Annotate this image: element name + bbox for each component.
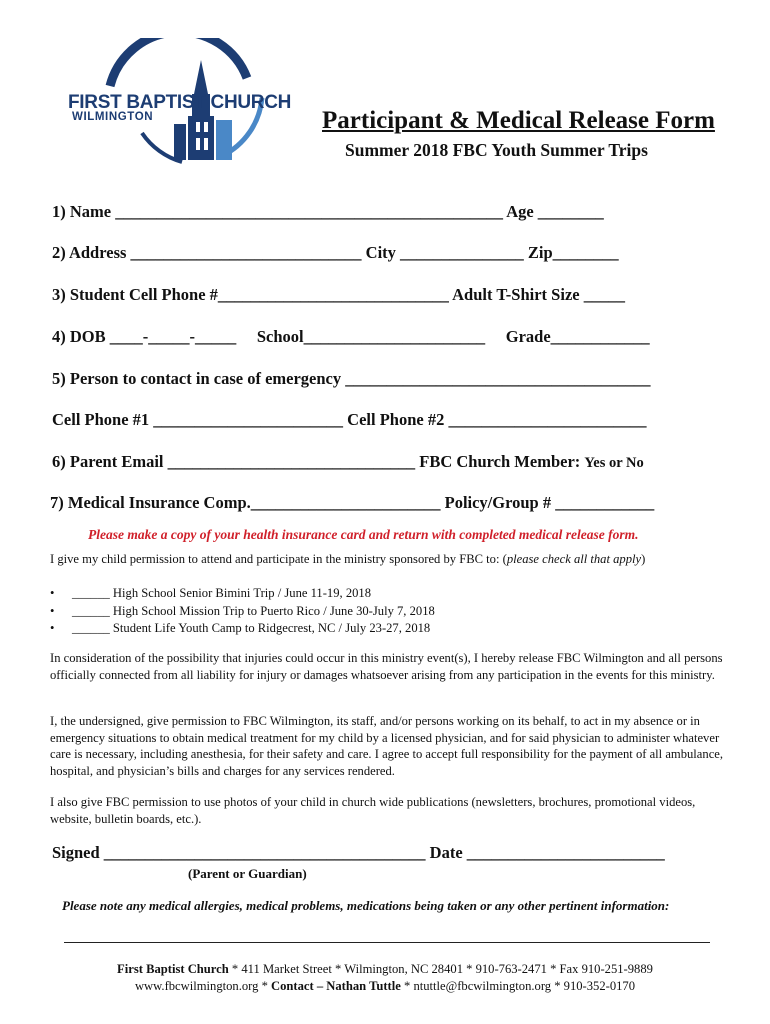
trip-label: ______ Student Life Youth Camp to Ridgecrest, NC / July 23-27, 2018 bbox=[72, 621, 431, 635]
trip-item-puerto-rico[interactable] bbox=[50, 604, 435, 622]
dob-school-grade-field[interactable]: 4) DOB ____-_____-_____ School______________________ Grade____________ bbox=[52, 327, 650, 346]
logo-church-name: FIRST BAPTIST CHURCH bbox=[68, 92, 292, 113]
trip-item-ridgecrest[interactable] bbox=[50, 621, 435, 639]
footer-address: * 411 Market Street * Wilmington, NC 28401 * 910-763-2471 * Fax 910-251-9889 bbox=[228, 962, 653, 976]
form-subtitle: Summer 2018 FBC Youth Summer Trips bbox=[345, 140, 648, 160]
footer-address-line bbox=[0, 962, 770, 977]
name-age-field[interactable]: 1) Name _______________________________________________ Age ________ bbox=[52, 202, 604, 221]
trip-checklist bbox=[50, 586, 435, 639]
bullet-icon: • bbox=[50, 603, 55, 618]
permission-intro bbox=[50, 551, 645, 568]
medical-note-label: Please note any medical allergies, medical problems, medications being taken or any other pertinent information: bbox=[62, 898, 670, 913]
footer-contact-name: Contact – Nathan Tuttle bbox=[271, 979, 401, 993]
signature-date-field[interactable]: Signed _______________________________________ Date ________________________ bbox=[52, 843, 665, 862]
parent-email-member-field[interactable] bbox=[52, 452, 644, 472]
footer-church-name: First Baptist Church bbox=[117, 962, 229, 976]
permission-intro-italic: please check all that apply bbox=[506, 552, 642, 566]
trip-label: ______ High School Senior Bimini Trip / June 11-19, 2018 bbox=[72, 586, 372, 600]
footer-website[interactable]: www.fbcwilmington.org * bbox=[134, 979, 272, 993]
footer-email-phone[interactable]: * ntuttle@fbcwilmington.org * 910-352-0170 bbox=[400, 979, 636, 993]
form-title: Participant & Medical Release Form bbox=[322, 107, 715, 134]
parent-email-label: 6) Parent Email ______________________________ FBC Church Member: bbox=[52, 452, 585, 471]
bullet-icon: • bbox=[50, 586, 55, 600]
permission-intro-text: I give my child permission to attend and participate in the ministry sponsored by FBC to: ( bbox=[50, 552, 507, 566]
bullet-icon: • bbox=[50, 621, 55, 635]
medical-permission-paragraph: I, the undersigned, give permission to FBC Wilmington, its staff, and/or persons working on its behalf, to act in my absence or in emergency situations to obtain medical treatment for my child by a licensed physician, and for said physician to administer whatever care is necessary, including anesthesia, for their safety and care. I agree to accept full responsibility for the payment of all ambulance, hospital, and physician’s bills and charges for any services rendered. bbox=[50, 714, 724, 778]
emergency-contact-field[interactable]: 5) Person to contact in case of emergency _____________________________________ bbox=[52, 369, 651, 388]
cell-phones-field[interactable]: Cell Phone #1 _______________________ Cell Phone #2 ________________________ bbox=[52, 410, 647, 429]
insurance-card-notice: Please make a copy of your health insurance card and return with completed medical release form. bbox=[88, 527, 639, 542]
footer-contact-line bbox=[0, 979, 770, 994]
phone-shirt-field[interactable]: 3) Student Cell Phone #____________________________ Adult T-Shirt Size _____ bbox=[52, 285, 625, 304]
yes-or-no-option[interactable]: Yes or No bbox=[584, 455, 644, 471]
guardian-label: (Parent or Guardian) bbox=[188, 866, 307, 881]
permission-intro-end: ) bbox=[641, 552, 646, 566]
insurance-field[interactable]: 7) Medical Insurance Comp._______________________ Policy/Group # ____________ bbox=[50, 493, 655, 512]
logo-city-name: WILMINGTON bbox=[72, 111, 154, 123]
trip-label: ______ High School Mission Trip to Puerto Rico / June 30-July 7, 2018 bbox=[72, 603, 435, 618]
photo-permission-paragraph: I also give FBC permission to use photos of your child in church wide publications (newsletters, brochures, promotional videos, website, bulletin boards, etc.). bbox=[50, 795, 696, 826]
address-city-zip-field[interactable]: 2) Address ____________________________ City _______________ Zip________ bbox=[52, 243, 619, 262]
release-paragraph: In consideration of the possibility that injuries could occur in this ministry event(s), I hereby release FBC Wilmington and all persons officially connected from all liability for injury or damages whatsoever arising from any participation in the events for this ministry. bbox=[50, 651, 723, 682]
medical-info-line[interactable] bbox=[64, 942, 710, 943]
trip-item-bimini[interactable] bbox=[50, 586, 435, 604]
